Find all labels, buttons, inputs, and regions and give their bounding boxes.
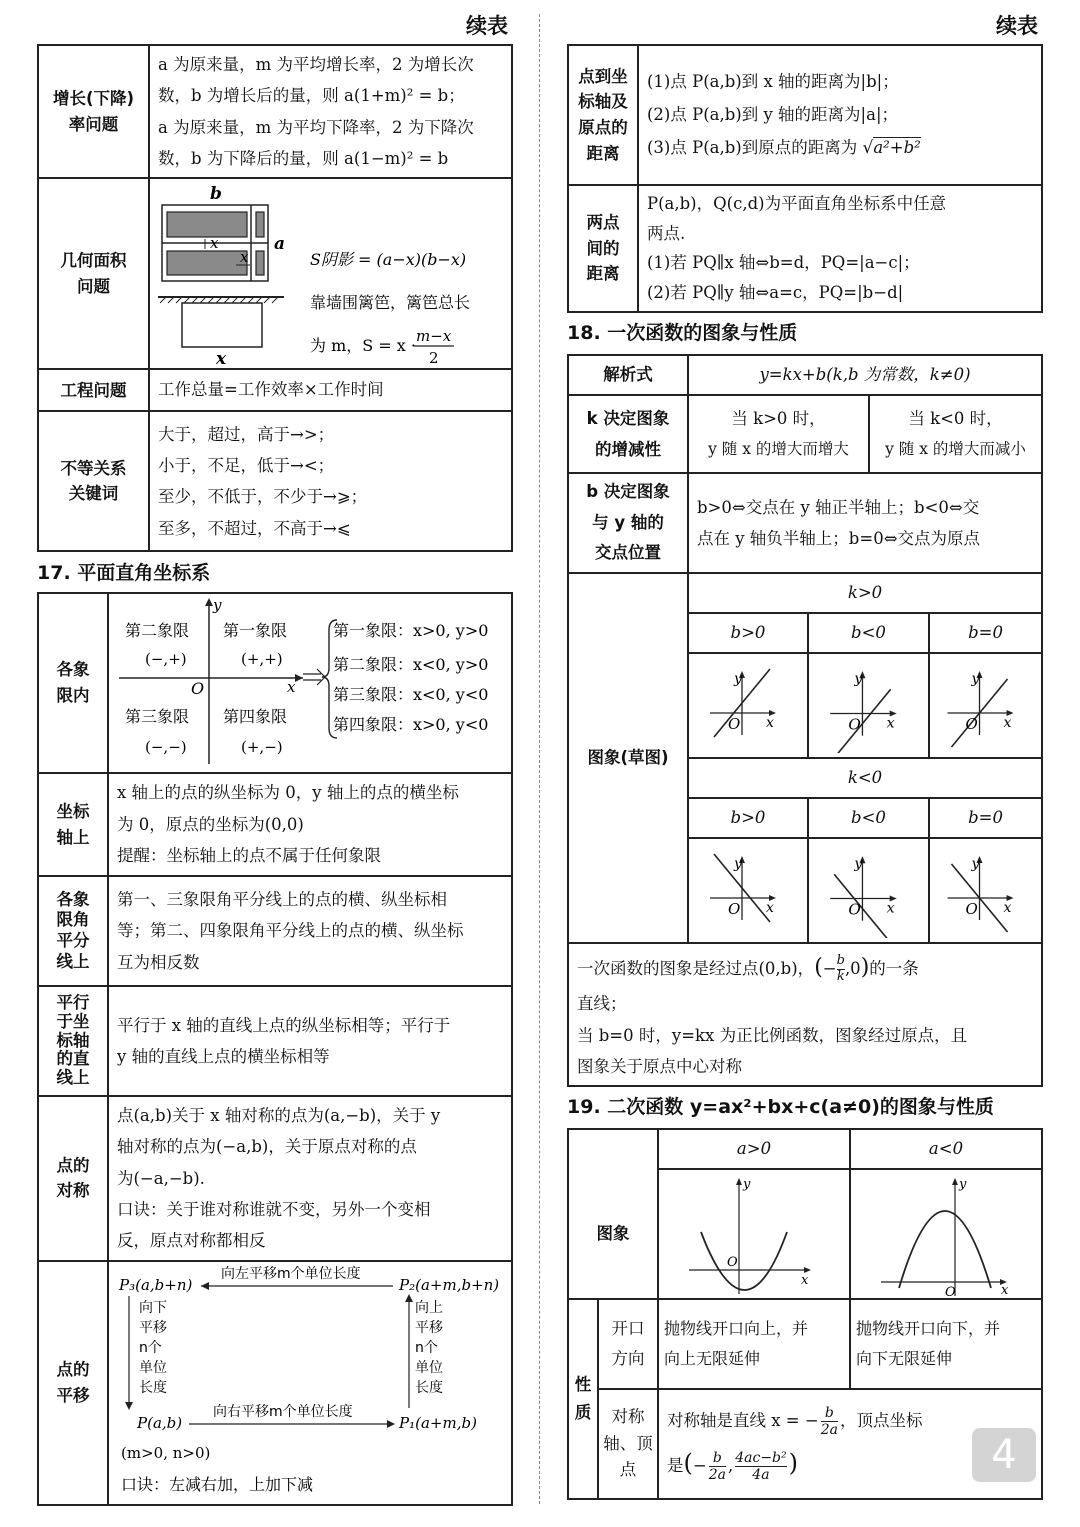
table-equations — [37, 44, 513, 552]
b-label: b 决定图象 与 y 轴的 交点位置 — [568, 473, 688, 573]
fence-formula: 为 m，S = x · — [310, 336, 416, 356]
fig-label-b: b — [210, 184, 222, 205]
quad-up-x: x — [801, 1273, 809, 1288]
quadrant-3-label: 第三象限 — [125, 707, 190, 726]
row-content-axes: x 轴上的点的纵坐标为 0，y 轴上的点的横坐标 为 0，原点的坐标为(0,0) 提醒：坐标轴上的点不属于任何象限 — [108, 773, 512, 876]
quadrant-rule-3: 第三象限：x<0, y<0 — [333, 685, 489, 704]
row-content-translation — [108, 1261, 512, 1505]
quadrant-2-signs: (−,+) — [145, 650, 187, 668]
mini-x-label: x — [1003, 900, 1012, 917]
parabola-down-graph — [850, 1169, 1042, 1299]
mini-y-label: y — [971, 671, 980, 688]
page-number-badge: 4 — [972, 1428, 1036, 1482]
a-negative-header: a<0 — [850, 1129, 1042, 1169]
row-label-axes: 坐标 轴上 — [38, 773, 108, 876]
left-text-5: 长度 — [139, 1379, 167, 1396]
translation-diagram — [109, 1262, 511, 1504]
fence-area-figure — [150, 179, 511, 368]
row-label-parallel: 平行 于坐 标轴 的直 线上 — [38, 986, 108, 1096]
k-negative: 当 k<0 时， y 随 x 的增大而减小 — [869, 395, 1042, 473]
quadrant-rule-1: 第一象限：x>0, y>0 — [333, 621, 489, 640]
graph-kneg-bpos — [688, 838, 808, 943]
table-distance — [567, 44, 1043, 313]
quadrant-3-signs: (−,−) — [145, 738, 187, 756]
mini-y-label: y — [734, 671, 742, 688]
row-label-symmetry: 点的 对称 — [38, 1096, 108, 1261]
b-content: b>0⇔交点在 y 轴正半轴上；b<0⇔交 点在 y 轴负半轴上；b=0⇔交点为原点 — [688, 473, 1042, 573]
expr-value: y=kx+b(k,b 为常数，k≠0) — [688, 355, 1042, 395]
axis-vertex-content: 对称轴是直线 x = − $\frac{b}{2a}$ ，顶点坐标 是(− $\frac{b}{2a}$ , $\frac{\text{4ac−b²}}{4a}$ ) — [658, 1389, 1042, 1499]
left-text-4: 单位 — [139, 1359, 167, 1376]
point-p3: P₃(a,b+n) — [119, 1275, 193, 1294]
translation-condition: (m>0, n>0) — [121, 1443, 211, 1462]
fence-frac-den: 2 — [429, 349, 439, 368]
fig-label-a: a — [274, 234, 286, 255]
section-17-title: 17. 平面直角坐标系 — [37, 562, 211, 584]
mini-y-label: y — [734, 856, 742, 873]
k-label: k 决定图象 的增减性 — [568, 395, 688, 473]
row-content-parallel: 平行于 x 轴的直线上点的纵坐标相等；平行于 y 轴的直线上点的横坐标相等 — [108, 986, 512, 1096]
row-content-work: 工作总量=工作效率×工作时间 — [149, 369, 512, 411]
continued-label-left: 续表 — [466, 14, 508, 38]
mini-origin-label: O — [848, 715, 861, 734]
arrow-left-label: 向左平移m个单位长度 — [221, 1265, 361, 1282]
y-axis-label: y — [213, 596, 222, 614]
open-direction-label: 开口 方向 — [598, 1299, 658, 1389]
x-axis-label: x — [287, 678, 296, 696]
graph-kpos-bpos — [688, 653, 808, 758]
right-text-1: 向上 — [415, 1299, 443, 1316]
quadrant-1-signs: (+,+) — [241, 650, 283, 668]
k-lt-header: k<0 — [688, 758, 1042, 798]
mini-x-label: x — [1003, 715, 1012, 732]
property-label: 性 质 — [568, 1299, 598, 1499]
point-p1: P₁(a+m,b) — [399, 1413, 477, 1432]
row-label-growth: 增长(下降) 率问题 — [38, 45, 149, 178]
mini-y-label: y — [854, 671, 863, 688]
quadrant-2-label: 第二象限 — [125, 621, 190, 640]
case-b-neg-1: b<0 — [808, 613, 929, 653]
quad-down-x: x — [1001, 1283, 1009, 1298]
quadrant-4-label: 第四象限 — [223, 707, 288, 726]
quadrant-1-label: 第一象限 — [223, 621, 288, 640]
continued-label-right: 续表 — [996, 14, 1038, 38]
quadrant-rule-4: 第四象限：x>0, y<0 — [333, 715, 489, 734]
parabola-up-graph — [658, 1169, 850, 1299]
row-label-distance-two: 两点 间的 距离 — [568, 185, 638, 312]
section-19-title: 19. 二次函数 y=ax²+bx+c(a≠0)的图象与性质 — [567, 1096, 994, 1118]
linear-note: 一次函数的图象是经过点(0,b)，(− $\frac{b}{k}$ ,0)的一条 直线； 当 b=0 时，y=kx 为正比例函数，图象经过原点，且 图象关于原点中心对称 — [568, 943, 1042, 1087]
quad-up-o: O — [727, 1255, 738, 1270]
left-text-1: 向下 — [139, 1299, 167, 1316]
table-linear-function — [567, 354, 1043, 1087]
right-text-3: n个 — [415, 1339, 438, 1356]
mini-x-label: x — [766, 900, 774, 917]
row-content-symmetry: 点(a,b)关于 x 轴对称的点为(a,−b)，关于 y 轴对称的点为(−a,b)，关于原点对称的点 为(−a,−b). 口诀：关于谁对称谁就不变，另外一个变相 反，原点对称都相反 — [108, 1096, 512, 1261]
open-direction-pos: 抛物线开口向上，并 向上无限延伸 — [658, 1299, 850, 1389]
right-text-5: 长度 — [415, 1379, 443, 1396]
mini-origin-label: O — [965, 900, 978, 919]
mini-origin-label: O — [728, 900, 741, 919]
mini-origin-label: O — [848, 900, 861, 919]
quad-down-y: y — [959, 1177, 967, 1192]
mini-origin-label: O — [965, 715, 978, 734]
origin-label: O — [191, 679, 205, 698]
column-divider — [539, 14, 540, 1504]
table-coordinate-system — [37, 592, 513, 1506]
row-content-distance-axis: (1)点 P(a,b)到 x 轴的距离为|b|； (2)点 P(a,b)到 y 轴的距离为|a|； (3)点 P(a,b)到原点的距离为 √a²+b² — [638, 45, 1042, 185]
k-positive: 当 k>0 时， y 随 x 的增大而增大 — [688, 395, 869, 473]
translation-rhyme: 口诀：左减右加，上加下减 — [121, 1474, 314, 1494]
row-label-geometry: 几何面积 问题 — [38, 178, 149, 369]
shaded-area-formula: S阴影 = (a−x)(b−x) — [310, 250, 467, 270]
point-p: P(a,b) — [137, 1413, 183, 1432]
graph-kneg-bneg — [808, 838, 929, 943]
case-b-pos-1: b>0 — [688, 613, 808, 653]
row-content-growth: a 为原来量，m 为平均增长率，2 为增长次 数，b 为增长后的量，则 a(1+m)² = b； a 为原来量，m 为平均下降率，2 为下降次 数，b 为下降后的量，则 a(1−m)² = b — [149, 45, 512, 178]
row-label-quadrants: 各象 限内 — [38, 593, 108, 773]
row-content-quadrants — [108, 593, 512, 773]
quad-graph-label: 图象 — [568, 1169, 658, 1299]
quadrant-diagram — [109, 594, 511, 772]
k-gt-header: k>0 — [688, 573, 1042, 613]
fence-frac-num: m−x — [416, 327, 452, 346]
axis-vertex-label: 对称 轴、顶 点 — [598, 1389, 658, 1499]
section-18-title: 18. 一次函数的图象与性质 — [567, 322, 798, 344]
row-label-inequality: 不等关系 关键词 — [38, 411, 149, 551]
graph-kneg-bzero — [929, 838, 1042, 943]
quad-down-o: O — [945, 1285, 956, 1298]
quadrant-rule-2: 第二象限：x<0, y>0 — [333, 655, 489, 674]
right-text-2: 平移 — [415, 1319, 443, 1336]
right-text-4: 单位 — [415, 1359, 443, 1376]
open-direction-neg: 抛物线开口向下，并 向下无限延伸 — [850, 1299, 1042, 1389]
arrow-right-label: 向右平移m个单位长度 — [213, 1403, 353, 1420]
left-text-3: n个 — [139, 1339, 162, 1356]
fence-text: 靠墙围篱笆，篱笆总长 — [310, 293, 471, 313]
sqrt-radicand: a²+b² — [873, 138, 921, 157]
row-label-translation: 点的 平移 — [38, 1261, 108, 1505]
mini-x-label: x — [886, 715, 895, 732]
corner-cell — [568, 1129, 658, 1169]
mini-origin-label: O — [728, 715, 741, 734]
quad-up-y: y — [743, 1177, 751, 1192]
a-positive-header: a>0 — [658, 1129, 850, 1169]
graph-kpos-bzero — [929, 653, 1042, 758]
graph-label: 图象(草图) — [568, 573, 688, 943]
mini-x-label: x — [766, 715, 774, 732]
row-content-bisector: 第一、三象限角平分线上的点的横、纵坐标相 等；第二、四象限角平分线上的点的横、纵坐标 互为相反数 — [108, 876, 512, 986]
mini-x-label: x — [886, 900, 895, 917]
point-p2: P₂(a+m,b+n) — [399, 1275, 500, 1294]
case-b-pos-2: b>0 — [688, 798, 808, 838]
row-label-work: 工程问题 — [38, 369, 149, 411]
row-content-geometry — [149, 178, 512, 369]
case-b-zero-2: b=0 — [929, 798, 1042, 838]
case-b-zero-1: b=0 — [929, 613, 1042, 653]
fig-label-x2: x — [240, 248, 249, 267]
fig-label-x1: x — [210, 234, 219, 253]
fig-label-x3: x — [216, 349, 227, 369]
row-content-inequality: 大于，超过，高于→>； 小于，不足，低于→<； 至少，不低于，不少于→⩾； 至多，不超过，不高于→⩽ — [149, 411, 512, 551]
graph-kpos-bneg — [808, 653, 929, 758]
quadrant-4-signs: (+,−) — [241, 738, 283, 756]
mini-y-label: y — [854, 856, 863, 873]
expr-label: 解析式 — [568, 355, 688, 395]
case-b-neg-2: b<0 — [808, 798, 929, 838]
row-label-bisector: 各象 限角 平分 线上 — [38, 876, 108, 986]
mini-y-label: y — [971, 856, 980, 873]
row-label-distance-axis: 点到坐 标轴及 原点的 距离 — [568, 45, 638, 185]
left-text-2: 平移 — [139, 1319, 167, 1336]
row-content-distance-two: P(a,b)，Q(c,d)为平面直角坐标系中任意 两点. (1)若 PQ∥x 轴⇔b=d，PQ=|a−c|； (2)若 PQ∥y 轴⇔a=c，PQ=|b−d| — [638, 185, 1042, 312]
